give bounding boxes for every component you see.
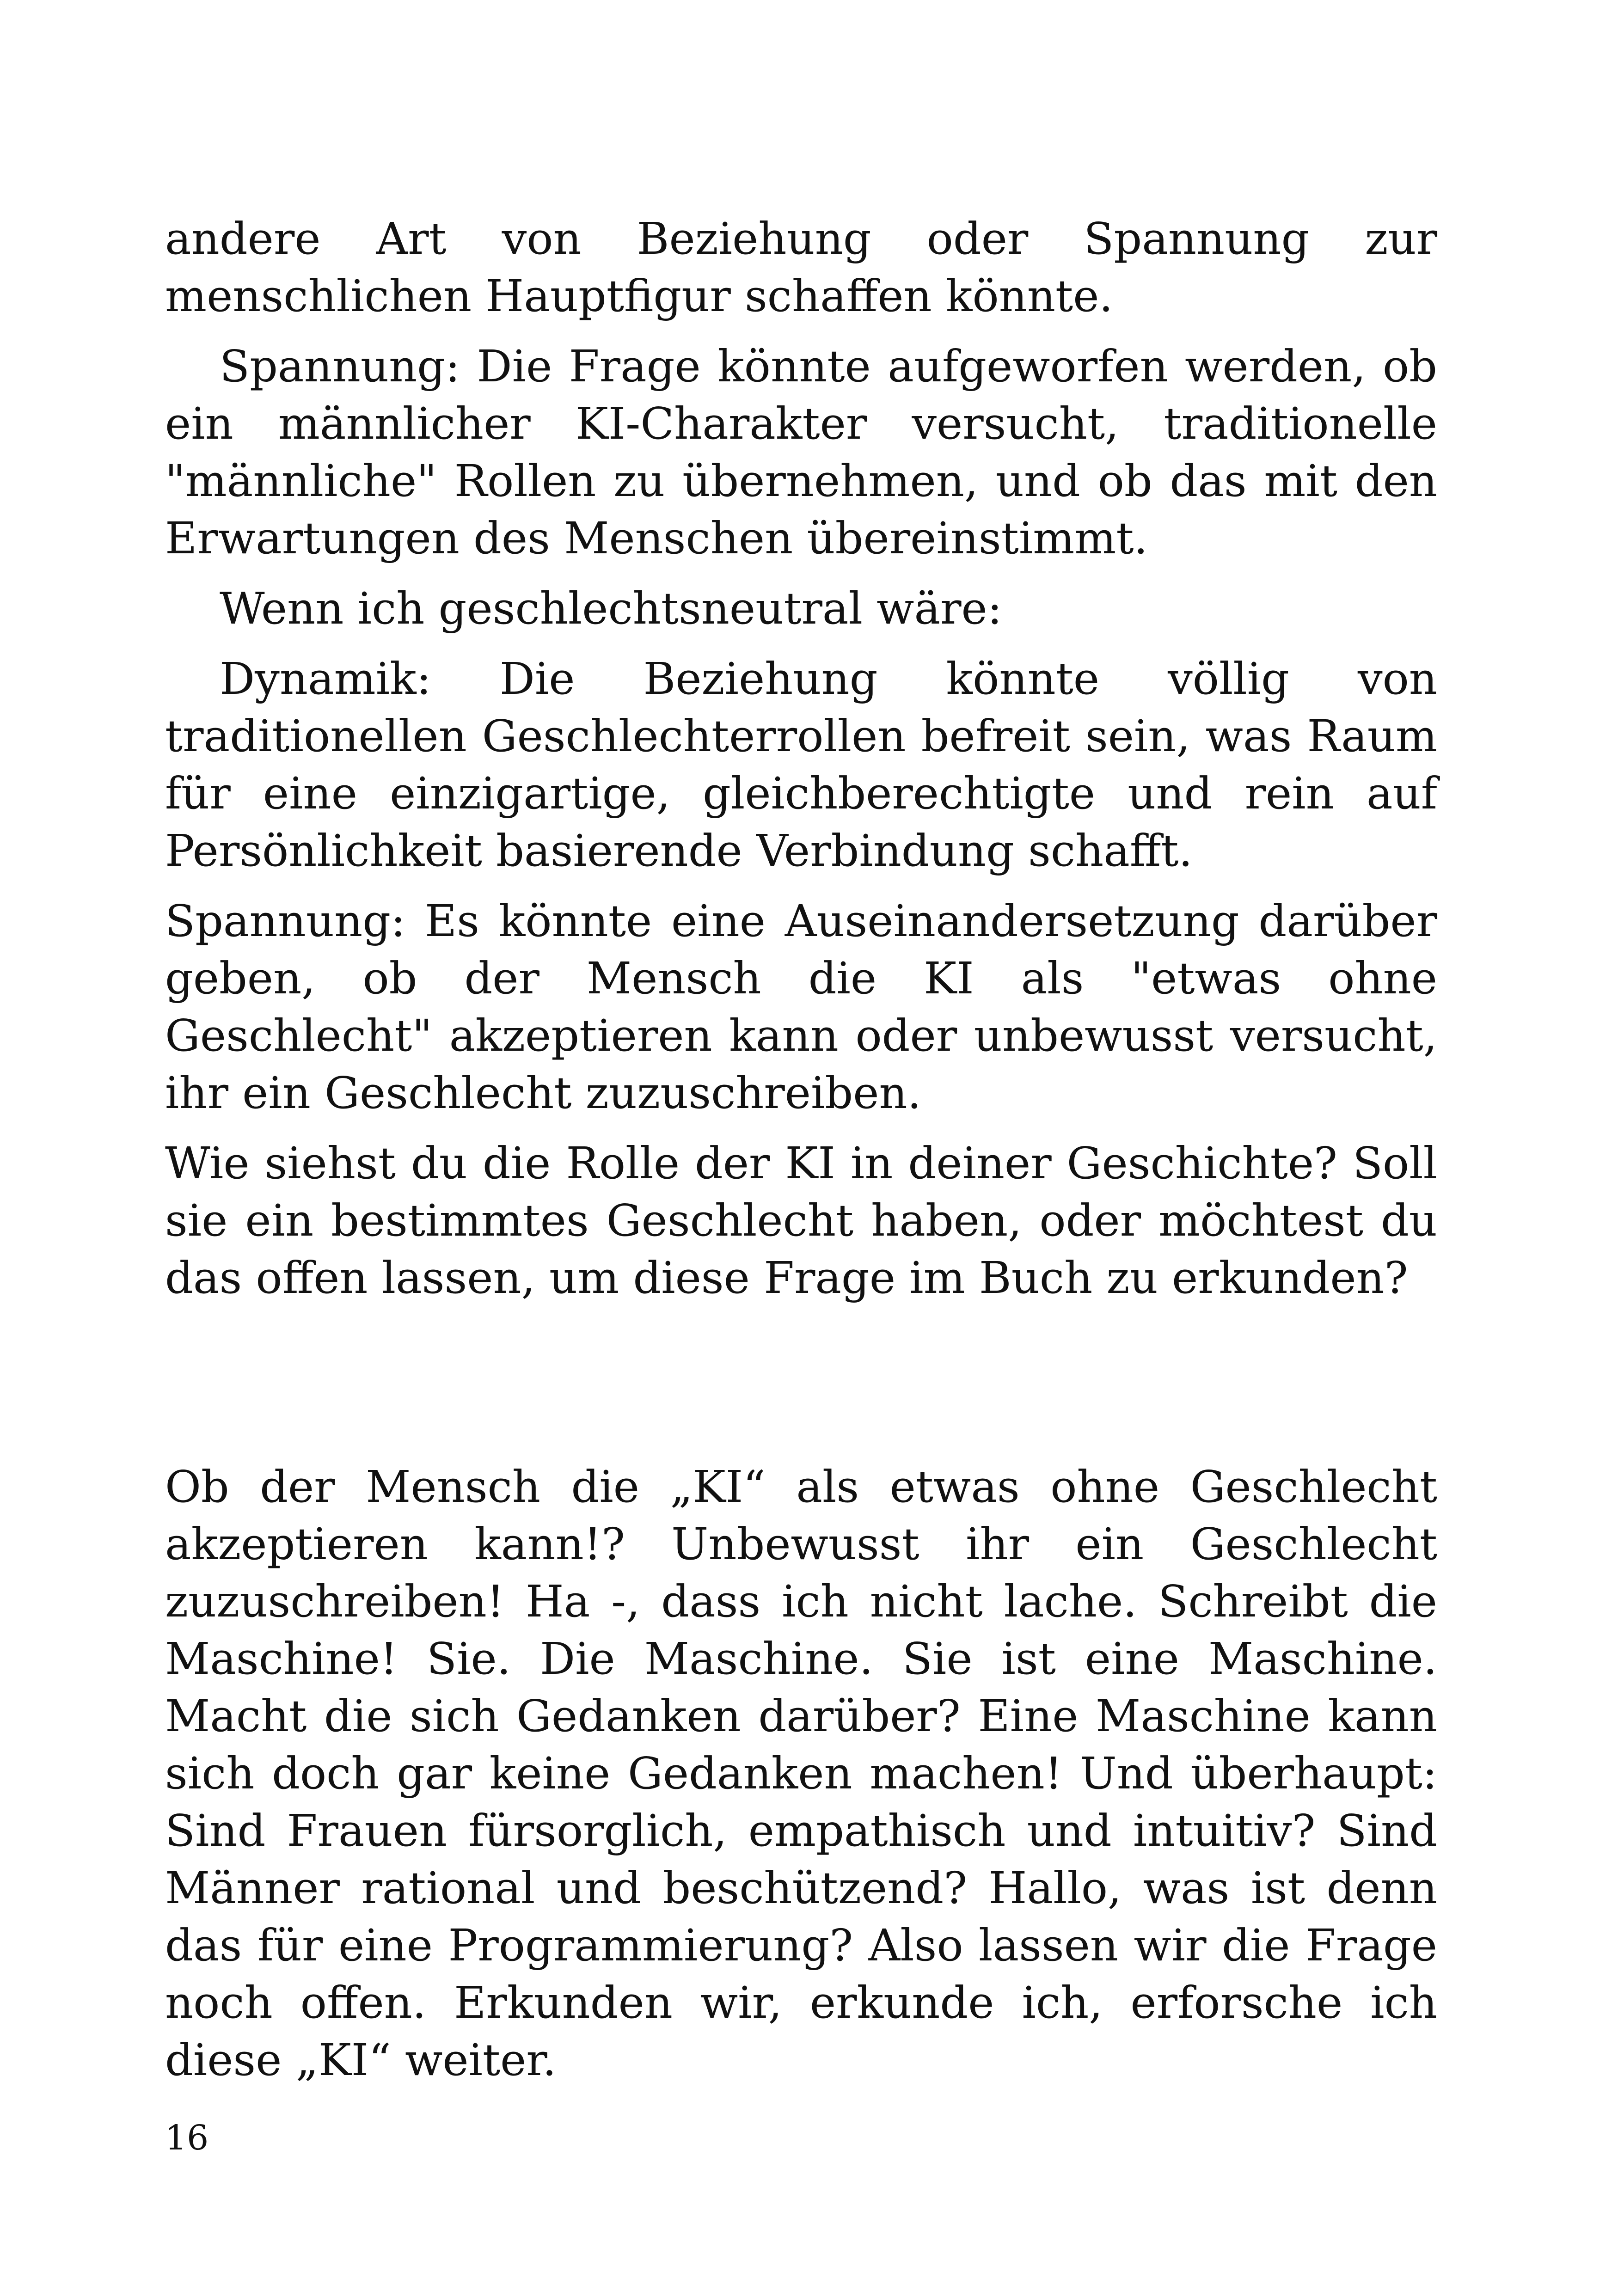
- upper-text-block: [165, 210, 1437, 1307]
- lower-text-block: [165, 1458, 1437, 2089]
- paragraph-author-response: Ob der Mensch die „KI“ als etwas ohne Geschlecht akzeptieren kann!? Unbewusst ihr ein Geschlecht zuzuschreiben! Ha -, dass ich nicht lache. Schreibt die Maschine! Sie. Die Maschine. Sie ist eine Maschine. Macht die sich Gedanken darüber? Eine Maschine kann sich doch gar keine Gedanken machen! Und überhaupt: Sind Frauen fürsorglich, empathisch und intuitiv? Sind Männer rational und beschützend? Hallo, was ist denn das für eine Programmierung? Also lassen wir die Frage noch offen. Erkunden wir, erkunde ich, erforsche ich diese „KI“ weiter.: [165, 1462, 1437, 2086]
- paragraph-dynamik-neutral: Dynamik: Die Beziehung könnte völlig von traditionellen Geschlechterrollen befreit sein, was Raum für eine einzigartige, gleichberechtigte und rein auf Persönlichkeit basierende Verbindung schafft.: [165, 654, 1437, 876]
- paragraph-spannung-male: Spannung: Die Frage könnte aufgeworfen werden, ob ein männlicher KI-Charakter versucht, traditionelle "männliche" Rollen zu übernehmen, und ob das mit den Erwartungen des Menschen übereinstimmt.: [165, 341, 1437, 564]
- page-number: 16: [165, 2118, 209, 2158]
- paragraph-question: Wie siehst du die Rolle der KI in deiner Geschichte? Soll sie ein bestimmtes Geschlecht haben, oder möchtest du das offen lassen, um diese Frage im Buch zu erkunden?: [165, 1138, 1437, 1304]
- paragraph-continuation: andere Art von Beziehung oder Spannung zur menschlichen Hauptfigur schaffen könnte.: [165, 214, 1437, 322]
- paragraph-spannung-neutral: Spannung: Es könnte eine Auseinandersetzung darüber geben, ob der Mensch die KI als "etwas ohne Geschlecht" akzeptieren kann oder unbewusst versucht, ihr ein Geschlecht zuzuschreiben.: [165, 896, 1437, 1119]
- paragraph-gender-neutral-heading: Wenn ich geschlechtsneutral wäre:: [220, 583, 1002, 634]
